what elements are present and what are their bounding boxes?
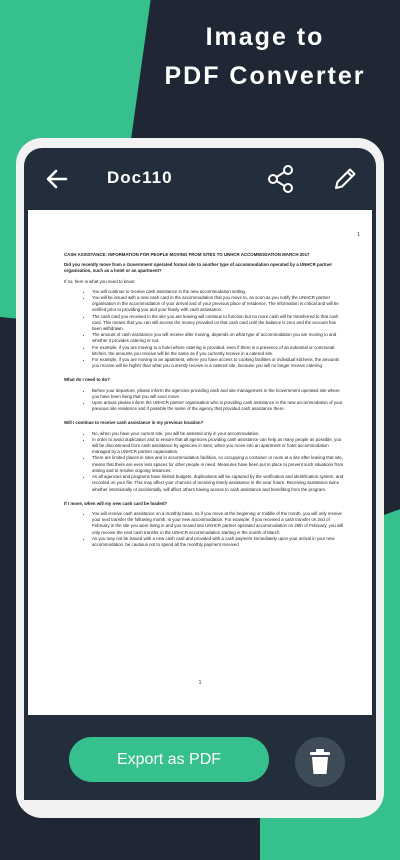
edit-button[interactable]	[330, 164, 360, 194]
app-screen	[24, 148, 376, 800]
pencil-icon	[330, 164, 360, 194]
doc-section-1-lead: If so, here is what you need to know:	[64, 278, 136, 284]
doc-heading: CASH ASSISTANCE: INFORMATION FOR PEOPLE MOVING FROM SITES TO UNHCR ACCOMMODATION MARCH 2017	[64, 252, 310, 257]
document-title: Doc110	[107, 168, 173, 187]
doc-section-3-list	[64, 431, 344, 493]
delete-button[interactable]	[295, 737, 345, 787]
list-item: • As all agencies and programs have limited budgets, duplications will be captured by the verification and identification system, and recorded on your file. This may affect your chances of receiving timely assistance in the near future. Receiving assistance twice whether intentionally or accidentally, will affect others having access to cash assistance and benefiting from the program.	[92, 474, 344, 493]
promo-line-1: Image to	[205, 23, 325, 51]
doc-section-4-heading: If I move, when will my new cash card be loaded?	[64, 500, 168, 506]
list-item: • You will receive cash assistance on a monthly basis, so if you move at the beginning or middle of the month, you will only receive your next transfer the following month, in your new accommodation. For example: if you received a cash transfer on 2nd of February in the site you were living in and you moved into UNHCR partner operated accommodation on 25th of February, you will only receive the next cash transfer in the UNHCR accommodation starting in the month of March.	[92, 511, 344, 536]
list-item: • The amount of cash assistance you will receive after moving, depends on what type of accommodation you are moving to and whether it provides catering or not.	[92, 332, 344, 344]
list-item: • Before your departure, please inform the agencies providing cash and site management in the Government operated site where you have been living that you will soon move.	[92, 388, 344, 400]
list-item: • You will be issued with a new cash card in the accommodation that you move to, as soon as you notify the UNHCR partner organisation in the accommodation of your arrival and of your previous place of residence. The information is critical and will be verified prior to providing you and your family with cash assistance.	[92, 295, 344, 314]
list-item: • For example, if you are moving to an apartment, where you have access to cooking facilities or individual kitchens, the amounts you receive will be higher than what you currently receive in a catered site, because you will no longer receive catering.	[92, 357, 344, 369]
back-button[interactable]	[44, 166, 70, 192]
list-item: • For example, if you are moving to a hotel where catering is provided, even if there is a presence of an industrial or communal kitchen, the amounts you receive will be the same as if you currently receive in a catered site.	[92, 345, 344, 357]
doc-section-1-list	[64, 289, 344, 370]
page-number-bottom: 1	[198, 680, 202, 686]
document-text	[64, 252, 344, 552]
share-button[interactable]	[266, 164, 296, 194]
doc-section-3-heading: Will I continue to receive cash assistance in my previous location?	[64, 420, 204, 426]
page-number-top: 1	[357, 232, 360, 238]
arrow-left-icon	[44, 166, 70, 192]
list-item: • In order to avoid duplication and to ensure that all agencies providing cash assistance can help as many people as possible, you will be discontinued from cash assistance by agencies in sites, when you move into an apartment or hotel accommodation managed by a UNHCR partner organisation.	[92, 437, 344, 456]
share-icon	[266, 164, 296, 194]
list-item: • The cash card you received in the site you are leaving will continue to function but no more cash will be transferred to that cash card. This means that you can still access the money provided on that cash card until the balance is zero and the account has been withdrawn.	[92, 314, 344, 333]
trash-icon	[308, 749, 332, 775]
top-toolbar	[24, 148, 376, 210]
list-item: • Upon arrival, please inform the UNHCR partner organisation who is providing cash assistance in the new accommodation of your previous site residence and if possible the name of the agency that provided cash assistance there.	[92, 400, 344, 412]
doc-intro: Did you recently move from a Government operated formal site to another type of accommodation operated by a UNHCR partner organisation, such as a hotel or an apartment?	[64, 262, 333, 274]
list-item: • As you may not be issued with a new cash card and provided with a cash payment immediately upon your arrival in your new accommodation, be cautious not to spend all the monthly payment received	[92, 536, 344, 548]
document-page[interactable]	[28, 210, 372, 715]
promo-line-2: PDF Converter	[164, 62, 366, 90]
doc-section-2-list	[64, 388, 344, 413]
doc-section-4-list	[64, 511, 344, 548]
export-pdf-button[interactable]: Export as PDF	[69, 737, 269, 782]
list-item: • There are limited places in sites and in accommodation facilities, so occupying a container or room at a site after leaving that site, means that there are even less spaces for other people in need. Measures have been put in place to prevent such situations from arising and to resolve ongoing instances.	[92, 455, 344, 474]
list-item: • No, when you have your current site, you will be assisted only in your accommodation.	[92, 431, 344, 437]
list-item: • You will continue to receive cash assistance in the new accommodation setting.	[92, 289, 344, 295]
promo-heading	[150, 18, 380, 96]
doc-section-2-heading: What do I need to do?	[64, 377, 110, 383]
bottom-action-bar	[24, 715, 376, 800]
